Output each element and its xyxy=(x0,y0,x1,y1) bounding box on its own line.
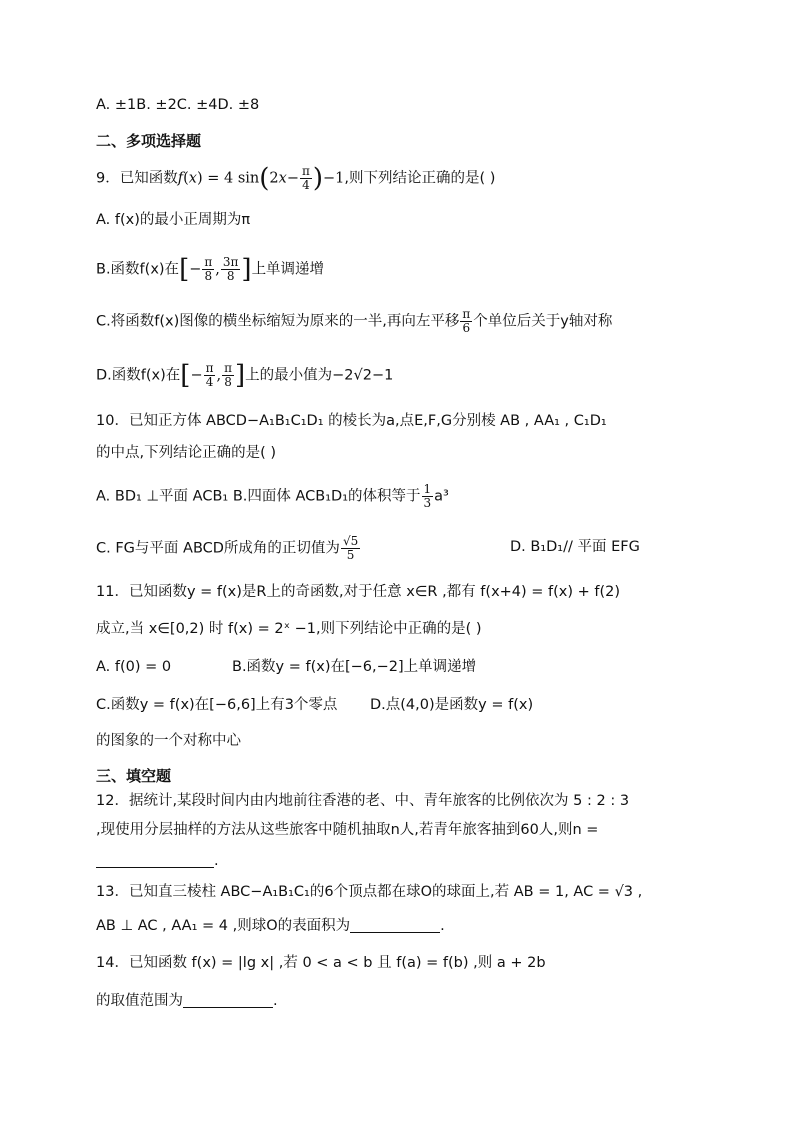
q11-option-d-cont: 的图象的一个对称中心 xyxy=(96,733,241,749)
section-heading-multiple-choice: 二、多项选择题 xyxy=(96,132,202,150)
q9-option-b-suffix: 上单调递增 xyxy=(251,261,325,278)
section-heading-fill-blank: 三、填空题 xyxy=(96,767,172,785)
q10-option-b-suffix: a³ xyxy=(434,488,449,505)
q14-line1: 14．已知函数 f(x) = |lg x| ,若 0 < a < b 且 f(a) = f(b) ,则 a + 2b xyxy=(96,955,546,971)
q13-period: . xyxy=(440,918,445,934)
q9-option-a: A. f(x)的最小正周期为π xyxy=(96,212,251,228)
q14-line2-text: 的取值范围为 xyxy=(96,993,183,1009)
q11-option-c: C.函数y = f(x)在[−6,6]上有3个零点 xyxy=(96,697,338,713)
q10-option-d: D. B₁D₁// 平面 EFG xyxy=(510,539,640,555)
q9-option-b: B.函数f(x)在[− $\frac{\pi}{8}$ , $\frac{3\pi}{8}$ ]上单调递增 xyxy=(96,254,325,285)
q10-options-ab: A. BD₁ ⊥平面 ACB₁ B.四面体 ACB₁D₁的体积等于 $\frac{1}{3}$ a³ xyxy=(96,482,449,510)
q9-option-d: D.函数f(x)在[− $\frac{\pi}{4}$ , $\frac{\pi}{8}$ ]上的最小值为−2√2−1 xyxy=(96,360,394,391)
q9-option-c-prefix: C.将函数f(x)图像的横坐标缩短为原来的一半,再向左平移 xyxy=(96,313,460,330)
q10-option-c-prefix: C. FG与平面 ABCD所成角的正切值为 xyxy=(96,540,340,557)
q10-stem-line1: 10．已知正方体 ABCD−A₁B₁C₁D₁ 的棱长为a,点E,F,G分别棱 AB , AA₁ , C₁D₁ xyxy=(96,413,607,429)
q11-option-d: D.点(4,0)是函数y = f(x) xyxy=(370,697,534,713)
q9-option-c: C.将函数f(x)图像的横坐标缩短为原来的一半,再向左平移 $\frac{\pi}{6}$ 个单位后关于y轴对称 xyxy=(96,307,613,335)
q12-answer-line xyxy=(96,851,219,871)
q9-option-d-suffix: 上的最小值为−2√2−1 xyxy=(245,367,394,384)
q12-line2: ,现使用分层抽样的方法从这些旅客中随机抽取n人,若青年旅客抽到60人,则n = xyxy=(96,822,599,838)
q10-option-a: A. BD₁ ⊥平面 ACB₁ xyxy=(96,488,229,505)
q9-option-c-suffix: 个单位后关于y轴对称 xyxy=(473,313,613,330)
q10-option-b-prefix: B.四面体 ACB₁D₁的体积等于 xyxy=(232,488,421,505)
q13-answer-blank[interactable] xyxy=(350,916,440,933)
q9-stem: 9．已知函数f(x) = 4 sin(2x− $\frac{\pi}{4}$ )−1,则下列结论正确的是( ) xyxy=(96,163,496,194)
q9-option-b-prefix: B.函数f(x)在 xyxy=(96,261,180,278)
q9-stem-suffix: ,则下列结论正确的是( ) xyxy=(344,170,496,187)
q8-options: A. ±1B. ±2C. ±4D. ±8 xyxy=(96,97,260,113)
q13-line2 xyxy=(96,916,445,936)
q11-stem-line2: 成立,当 x∈[0,2) 时 f(x) = 2ˣ −1,则下列结论中正确的是( ) xyxy=(96,621,482,637)
q11-stem-line1: 11．已知函数y = f(x)是R上的奇函数,对于任意 x∈R ,都有 f(x+4) = f(x) + f(2) xyxy=(96,584,621,600)
q14-answer-blank[interactable] xyxy=(183,991,273,1008)
q9-stem-prefix: 9．已知函数 xyxy=(96,170,178,187)
q11-option-a: A. f(0) = 0 xyxy=(96,659,172,675)
q12-period: . xyxy=(214,853,219,869)
q14-period: . xyxy=(273,993,278,1009)
q9-option-d-prefix: D.函数f(x)在 xyxy=(96,367,181,384)
q12-answer-blank[interactable] xyxy=(96,851,214,868)
q10-option-c: C. FG与平面 ABCD所成角的正切值为 $\frac{√5}{5}$ xyxy=(96,534,359,562)
q14-line2 xyxy=(96,991,278,1011)
q12-line1: 12．据统计,某段时间内由内地前往香港的老、中、青年旅客的比例依次为 5 : 2 : 3 xyxy=(96,793,630,809)
q13-line2-text: AB ⊥ AC , AA₁ = 4 ,则球O的表面积为 xyxy=(96,918,351,934)
q11-option-b: B.函数y = f(x)在[−6,−2]上单调递增 xyxy=(232,659,477,675)
q10-stem-line2: 的中点,下列结论正确的是( ) xyxy=(96,445,277,461)
q13-line1: 13．已知直三棱柱 ABC−A₁B₁C₁的6个顶点都在球O的球面上,若 AB = 1, AC = √3 , xyxy=(96,884,643,900)
